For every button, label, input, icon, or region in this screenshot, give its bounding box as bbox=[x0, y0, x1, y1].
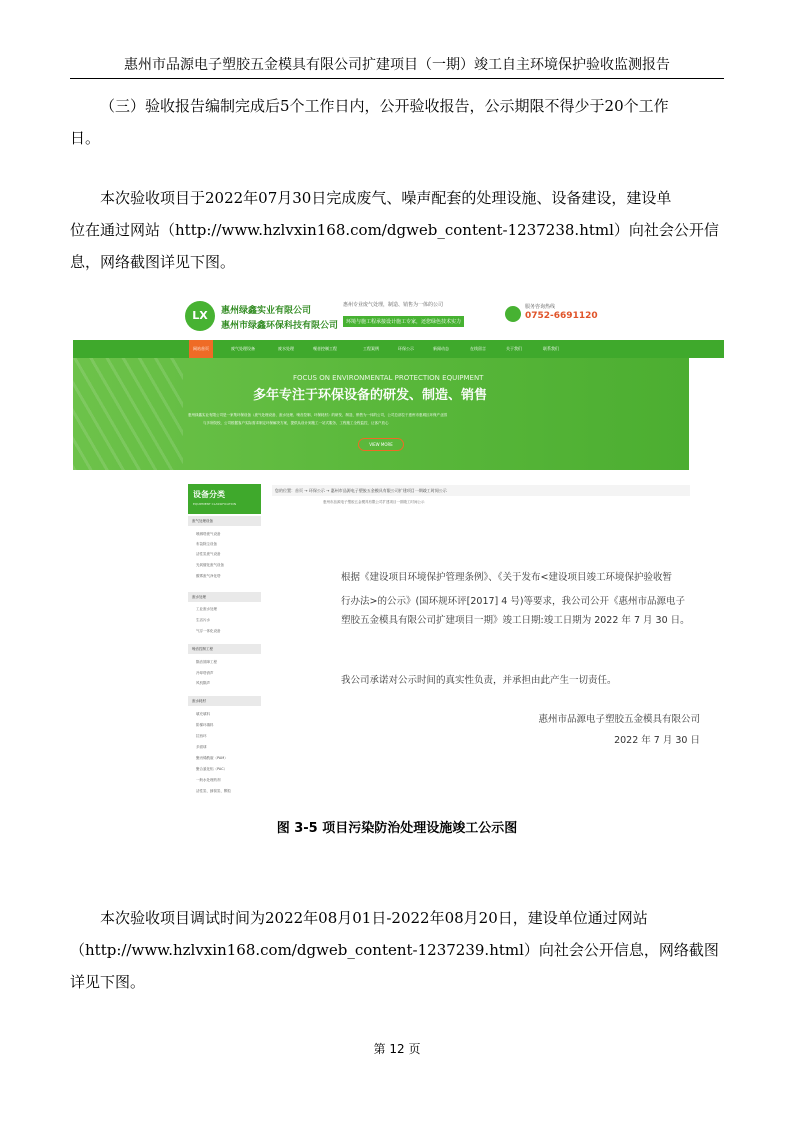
notice-line: 根据《建设项目环境保护管理条例》、《关于发布<建设项目竣工环境保护验收暂 bbox=[341, 572, 672, 583]
paragraph-line: 本次验收项目调试时间为2022年08月01日-2022年08月20日，建设单位通过网站 bbox=[100, 909, 648, 927]
nav-item[interactable]: 在线留言 bbox=[470, 346, 486, 351]
hero-banner bbox=[73, 358, 689, 470]
paragraph-disclosure-period bbox=[70, 90, 724, 154]
site-nav bbox=[73, 340, 724, 358]
paragraph-line: 本次验收项目于2022年07月30日完成废气、噪声配套的处理设施、设备建设，建设单 bbox=[100, 189, 672, 207]
sidebar-item[interactable]: 光氧催化废气设备 bbox=[196, 563, 224, 567]
nav-item[interactable]: 噪音控制工程 bbox=[313, 346, 337, 351]
notice-line: 我公司承诺对公示时间的真实性负责，并承担由此产生一切责任。 bbox=[341, 675, 617, 686]
nav-item-home[interactable]: 网站首页 bbox=[189, 340, 213, 358]
nav-item[interactable]: 废气处理设备 bbox=[231, 346, 255, 351]
sidebar-item[interactable]: 活性炭、蜂窝炭、颗粒 bbox=[196, 789, 231, 793]
sidebar-title: 设备分类 bbox=[193, 490, 225, 499]
company-logo: LX bbox=[185, 301, 215, 331]
sidebar-item[interactable]: 多面球 bbox=[196, 745, 207, 749]
page-number: 第 12 页 bbox=[373, 1042, 421, 1056]
banner-description: 惠州绿鑫实业有限公司是一家集环保设备（废气处理设备、废水处理、噪音控制、环保耗材）的研发、制造、销售为一体的公司，公司总部位于惠州市惠城区环保产业园 bbox=[188, 413, 447, 417]
sidebar-group[interactable]: 废水处理 bbox=[188, 592, 261, 602]
website-screenshot bbox=[73, 297, 724, 808]
nav-item[interactable]: 环保公示 bbox=[398, 346, 414, 351]
paragraph-line: （http://www.hzlvxin168.com/dgweb_content-1237239.html）向社会公开信息，网络截图 bbox=[70, 941, 719, 959]
sidebar-item[interactable]: 生活污水 bbox=[196, 618, 210, 622]
sidebar-item[interactable]: 阶梯环填料 bbox=[196, 723, 214, 727]
paragraph-line: （三）验收报告编制完成后5个工作日内，公开验收报告，公示期限不得少于20个工作 bbox=[100, 97, 669, 115]
notice-line: 行办法>的公示》(国环规环评[2017] 4 号)等要求，我公司公开《惠州市品源电子 bbox=[341, 596, 686, 607]
paragraph-line: 详见下图。 bbox=[70, 973, 146, 991]
sidebar-item[interactable]: 活性炭废气设备 bbox=[196, 552, 221, 556]
sidebar-item[interactable]: 冷却塔消声 bbox=[196, 671, 214, 675]
sidebar-item[interactable]: 风机隔声 bbox=[196, 681, 210, 685]
paragraph-line: 日。 bbox=[70, 129, 101, 147]
nav-item[interactable]: 联系我们 bbox=[543, 346, 559, 351]
company-name-1: 惠州绿鑫实业有限公司 bbox=[221, 306, 312, 316]
paragraph-line: 息，网络截图详见下图。 bbox=[70, 253, 236, 271]
sidebar-item[interactable]: 气浮一体化设备 bbox=[196, 629, 221, 633]
page-header: 惠州市品源电子塑胶五金模具有限公司扩建项目（一期）竣工自主环境保护验收监测报告 bbox=[124, 57, 670, 73]
sidebar-item[interactable]: 填充填料 bbox=[196, 712, 210, 716]
sidebar-item[interactable]: 隔音屏障工程 bbox=[196, 660, 217, 664]
nav-item[interactable]: 废水处理 bbox=[278, 346, 294, 351]
sidebar-group[interactable]: 废气处理设备 bbox=[188, 516, 261, 526]
banner-decoration bbox=[73, 358, 183, 470]
hotline-label: 服务咨询热线 bbox=[525, 304, 556, 310]
banner-headline: 多年专注于环保设备的研发、制造、销售 bbox=[253, 388, 488, 403]
sidebar-group[interactable]: 噪音控制工程 bbox=[188, 644, 261, 654]
view-more-button[interactable]: VIEW MORE bbox=[358, 438, 404, 451]
sidebar-header bbox=[188, 484, 261, 514]
nav-item[interactable]: 工程案例 bbox=[363, 346, 379, 351]
paragraph-line: 位在通过网站（http://www.hzlvxin168.com/dgweb_content-1237238.html）向社会公开信 bbox=[70, 221, 719, 239]
slogan-line-2: 环境与施工程承接设计施工专家，还您绿色技术实力 bbox=[343, 316, 464, 327]
nav-item[interactable]: 新闻动态 bbox=[433, 346, 449, 351]
phone-icon bbox=[505, 306, 521, 322]
banner-description: 与多所院校，公司根据客户实际需求制定环保解决方案，提供从设计到施工一站式服务，工程施工全程监控，让客户放心 bbox=[203, 421, 389, 425]
header-rule bbox=[70, 78, 724, 79]
sidebar-item[interactable]: 工业废水处理 bbox=[196, 607, 217, 611]
company-name-2: 惠州市绿鑫环保科技有限公司 bbox=[221, 321, 339, 331]
site-slogan bbox=[343, 301, 463, 329]
article-title: 惠州市品源电子塑胶五金模具有限公司扩建项目一期竣工时间公示 bbox=[323, 500, 425, 504]
sidebar-item[interactable]: 聚合氯化铝（PAC） bbox=[196, 767, 228, 771]
sidebar-item[interactable]: 喷淋塔废气设备 bbox=[196, 532, 221, 536]
category-sidebar bbox=[188, 484, 261, 804]
breadcrumb: 您的位置：首页 → 环保公示 → 惠州市品源电子塑胶五金模具有限公司扩建项目一期竣工时间公示 bbox=[272, 485, 690, 496]
sidebar-group[interactable]: 废水耗材 bbox=[188, 696, 261, 706]
sidebar-item[interactable]: 聚丙烯酰胺（PAM） bbox=[196, 756, 228, 760]
figure-caption: 图 3-5 项目污染防治处理设施竣工公示图 bbox=[276, 821, 518, 836]
paragraph-completion bbox=[70, 182, 724, 278]
site-header bbox=[183, 297, 613, 339]
slogan-line-1: 惠州专业废气处理，制造、销售为一体的公司 bbox=[343, 302, 444, 308]
notice-line: 塑胶五金模具有限公司扩建项目一期》竣工日期:竣工日期为 2022 年 7 月 30 日。 bbox=[341, 615, 690, 626]
notice-date: 2022 年 7 月 30 日 bbox=[614, 735, 700, 746]
notice-signature: 惠州市品源电子塑胶五金模具有限公司 bbox=[538, 714, 700, 725]
sidebar-item[interactable]: 布袋除尘设备 bbox=[196, 542, 217, 546]
banner-tagline: FOCUS ON ENVIRONMENTAL PROTECTION EQUIPMENT bbox=[293, 374, 484, 382]
nav-item[interactable]: 关于我们 bbox=[506, 346, 522, 351]
sidebar-subtitle: EQUIPMENT CLASSIFICATION bbox=[193, 502, 237, 506]
hotline-number: 0752-6691120 bbox=[525, 311, 598, 321]
sidebar-item[interactable]: 一般水处理药剂 bbox=[196, 778, 221, 782]
sidebar-item[interactable]: 酸雾废气净化塔 bbox=[196, 574, 221, 578]
sidebar-item[interactable]: 拉西环 bbox=[196, 734, 207, 738]
paragraph-commissioning bbox=[70, 902, 724, 998]
